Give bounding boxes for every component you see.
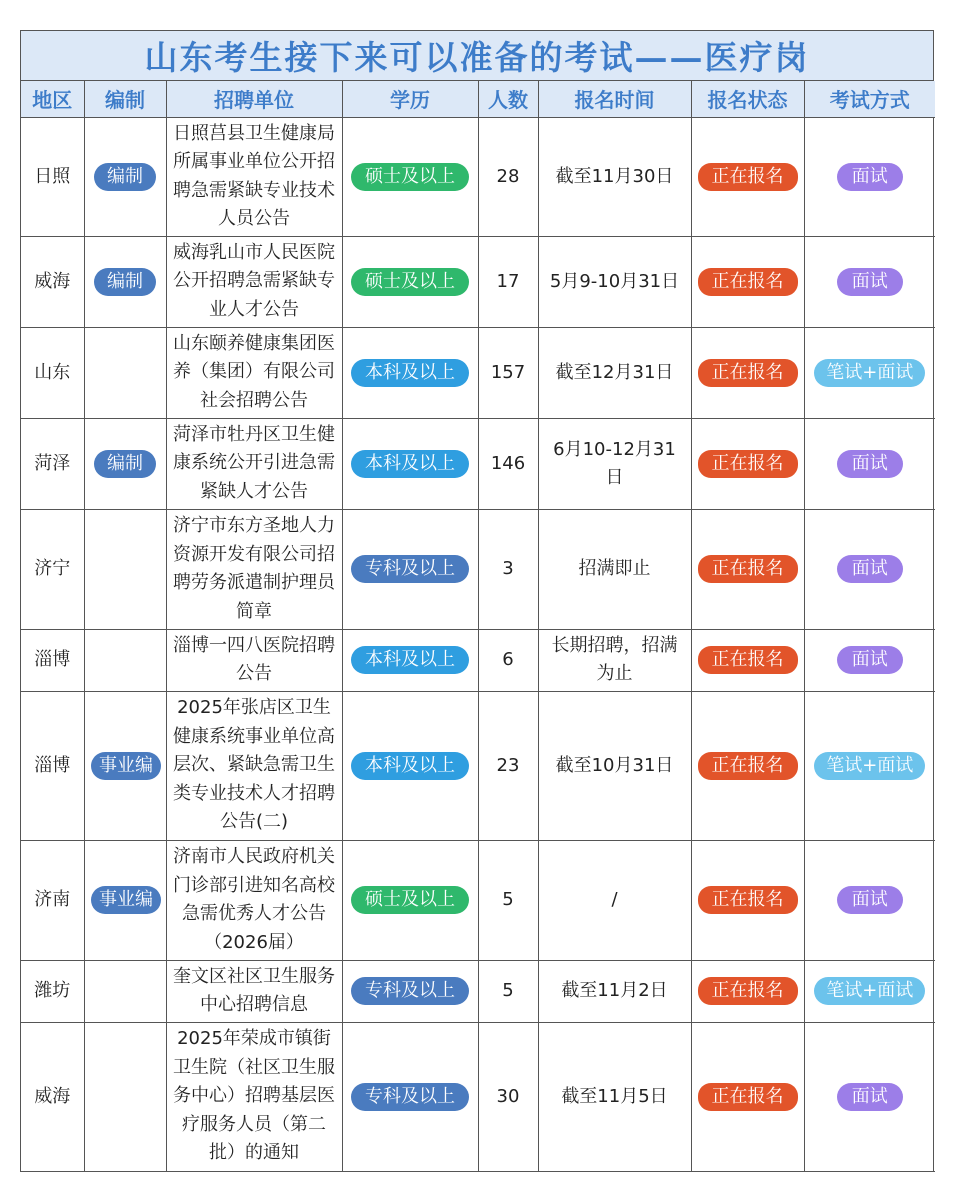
status-badge: 正在报名	[698, 359, 798, 387]
count-cell: 28	[478, 117, 538, 236]
education-badge: 硕士及以上	[351, 163, 469, 191]
education-cell	[342, 327, 478, 418]
unit-cell: 2025年荣成市镇街卫生院（社区卫生服务中心）招聘基层医疗服务人员（第二批）的通知	[166, 1022, 342, 1171]
org-cell	[84, 840, 166, 960]
exam-badge: 面试	[837, 1083, 903, 1111]
exam-badge: 面试	[837, 555, 903, 583]
exam-cell	[804, 1022, 935, 1171]
table-row	[21, 236, 935, 327]
recruitment-table	[21, 81, 935, 1172]
time-cell: 招满即止	[538, 509, 691, 629]
header-unit: 招聘单位	[166, 81, 342, 117]
region-cell: 菏泽	[21, 418, 84, 509]
table-row	[21, 1022, 935, 1171]
table-row	[21, 629, 935, 691]
count-cell: 30	[478, 1022, 538, 1171]
education-badge: 本科及以上	[351, 646, 469, 674]
status-cell	[691, 327, 804, 418]
count-cell: 6	[478, 629, 538, 691]
time-cell: 截至12月31日	[538, 327, 691, 418]
status-cell	[691, 960, 804, 1022]
header-org: 编制	[84, 81, 166, 117]
exam-cell	[804, 117, 935, 236]
exam-badge: 面试	[837, 886, 903, 914]
unit-cell: 济宁市东方圣地人力资源开发有限公司招聘劳务派遣制护理员简章	[166, 509, 342, 629]
header-exam-method: 考试方式	[804, 81, 935, 117]
unit-cell: 日照莒县卫生健康局所属事业单位公开招聘急需紧缺专业技术人员公告	[166, 117, 342, 236]
education-badge: 本科及以上	[351, 752, 469, 780]
unit-cell: 菏泽市牡丹区卫生健康系统公开引进急需紧缺人才公告	[166, 418, 342, 509]
time-cell: 长期招聘，招满为止	[538, 629, 691, 691]
status-badge: 正在报名	[698, 646, 798, 674]
header-count: 人数	[478, 81, 538, 117]
exam-cell	[804, 960, 935, 1022]
status-badge: 正在报名	[698, 977, 798, 1005]
region-cell: 日照	[21, 117, 84, 236]
education-badge: 专科及以上	[351, 977, 469, 1005]
status-cell	[691, 629, 804, 691]
exam-badge: 面试	[837, 268, 903, 296]
status-cell	[691, 691, 804, 840]
unit-cell: 济南市人民政府机关门诊部引进知名高校急需优秀人才公告（2026届）	[166, 840, 342, 960]
status-cell	[691, 236, 804, 327]
org-cell	[84, 509, 166, 629]
org-badge: 编制	[94, 163, 156, 191]
count-cell: 146	[478, 418, 538, 509]
table-row	[21, 509, 935, 629]
region-cell: 山东	[21, 327, 84, 418]
status-badge: 正在报名	[698, 886, 798, 914]
education-cell	[342, 960, 478, 1022]
header-row	[21, 81, 935, 117]
education-cell	[342, 840, 478, 960]
org-cell	[84, 629, 166, 691]
status-badge: 正在报名	[698, 1083, 798, 1111]
table-row	[21, 840, 935, 960]
header-registration-status: 报名状态	[691, 81, 804, 117]
org-cell	[84, 691, 166, 840]
status-cell	[691, 117, 804, 236]
time-cell: 截至11月2日	[538, 960, 691, 1022]
org-cell	[84, 117, 166, 236]
count-cell: 5	[478, 960, 538, 1022]
time-cell: 截至11月5日	[538, 1022, 691, 1171]
table-row	[21, 327, 935, 418]
region-cell: 济南	[21, 840, 84, 960]
unit-cell: 威海乳山市人民医院公开招聘急需紧缺专业人才公告	[166, 236, 342, 327]
exam-badge: 笔试+面试	[814, 359, 925, 387]
org-badge: 编制	[94, 268, 156, 296]
header-education: 学历	[342, 81, 478, 117]
exam-cell	[804, 629, 935, 691]
table-row	[21, 117, 935, 236]
status-cell	[691, 840, 804, 960]
recruitment-table-sheet	[20, 30, 934, 1172]
header-region: 地区	[21, 81, 84, 117]
status-badge: 正在报名	[698, 555, 798, 583]
education-cell	[342, 629, 478, 691]
unit-cell: 奎文区社区卫生服务中心招聘信息	[166, 960, 342, 1022]
org-badge: 编制	[94, 450, 156, 478]
region-cell: 威海	[21, 236, 84, 327]
org-badge: 事业编	[91, 886, 161, 914]
education-cell	[342, 236, 478, 327]
time-cell: 截至11月30日	[538, 117, 691, 236]
org-cell	[84, 960, 166, 1022]
org-cell	[84, 236, 166, 327]
table-row	[21, 960, 935, 1022]
education-badge: 专科及以上	[351, 1083, 469, 1111]
education-cell	[342, 117, 478, 236]
exam-badge: 面试	[837, 163, 903, 191]
time-cell: 5月9-10月31日	[538, 236, 691, 327]
status-badge: 正在报名	[698, 268, 798, 296]
education-badge: 硕士及以上	[351, 268, 469, 296]
status-badge: 正在报名	[698, 752, 798, 780]
exam-cell	[804, 236, 935, 327]
org-cell	[84, 1022, 166, 1171]
count-cell: 5	[478, 840, 538, 960]
status-badge: 正在报名	[698, 450, 798, 478]
region-cell: 济宁	[21, 509, 84, 629]
org-cell	[84, 418, 166, 509]
count-cell: 23	[478, 691, 538, 840]
education-badge: 硕士及以上	[351, 886, 469, 914]
table-row	[21, 418, 935, 509]
exam-cell	[804, 327, 935, 418]
header-registration-time: 报名时间	[538, 81, 691, 117]
count-cell: 3	[478, 509, 538, 629]
time-cell: 6月10-12月31日	[538, 418, 691, 509]
unit-cell: 山东颐养健康集团医养（集团）有限公司社会招聘公告	[166, 327, 342, 418]
org-badge: 事业编	[91, 752, 161, 780]
status-cell	[691, 418, 804, 509]
time-cell: 截至10月31日	[538, 691, 691, 840]
education-badge: 本科及以上	[351, 450, 469, 478]
table-row	[21, 691, 935, 840]
exam-cell	[804, 418, 935, 509]
exam-cell	[804, 840, 935, 960]
education-cell	[342, 1022, 478, 1171]
region-cell: 淄博	[21, 691, 84, 840]
exam-badge: 面试	[837, 646, 903, 674]
count-cell: 17	[478, 236, 538, 327]
region-cell: 淄博	[21, 629, 84, 691]
education-badge: 专科及以上	[351, 555, 469, 583]
unit-cell: 2025年张店区卫生健康系统事业单位高层次、紧缺急需卫生类专业技术人才招聘公告(二)	[166, 691, 342, 840]
education-badge: 本科及以上	[351, 359, 469, 387]
unit-cell: 淄博一四八医院招聘公告	[166, 629, 342, 691]
count-cell: 157	[478, 327, 538, 418]
status-cell	[691, 509, 804, 629]
exam-cell	[804, 509, 935, 629]
region-cell: 潍坊	[21, 960, 84, 1022]
education-cell	[342, 691, 478, 840]
org-cell	[84, 327, 166, 418]
status-badge: 正在报名	[698, 163, 798, 191]
education-cell	[342, 418, 478, 509]
exam-badge: 笔试+面试	[814, 752, 925, 780]
exam-cell	[804, 691, 935, 840]
time-cell: /	[538, 840, 691, 960]
page-title: 山东考生接下来可以准备的考试——医疗岗	[21, 31, 933, 81]
exam-badge: 笔试+面试	[814, 977, 925, 1005]
exam-badge: 面试	[837, 450, 903, 478]
region-cell: 威海	[21, 1022, 84, 1171]
education-cell	[342, 509, 478, 629]
status-cell	[691, 1022, 804, 1171]
